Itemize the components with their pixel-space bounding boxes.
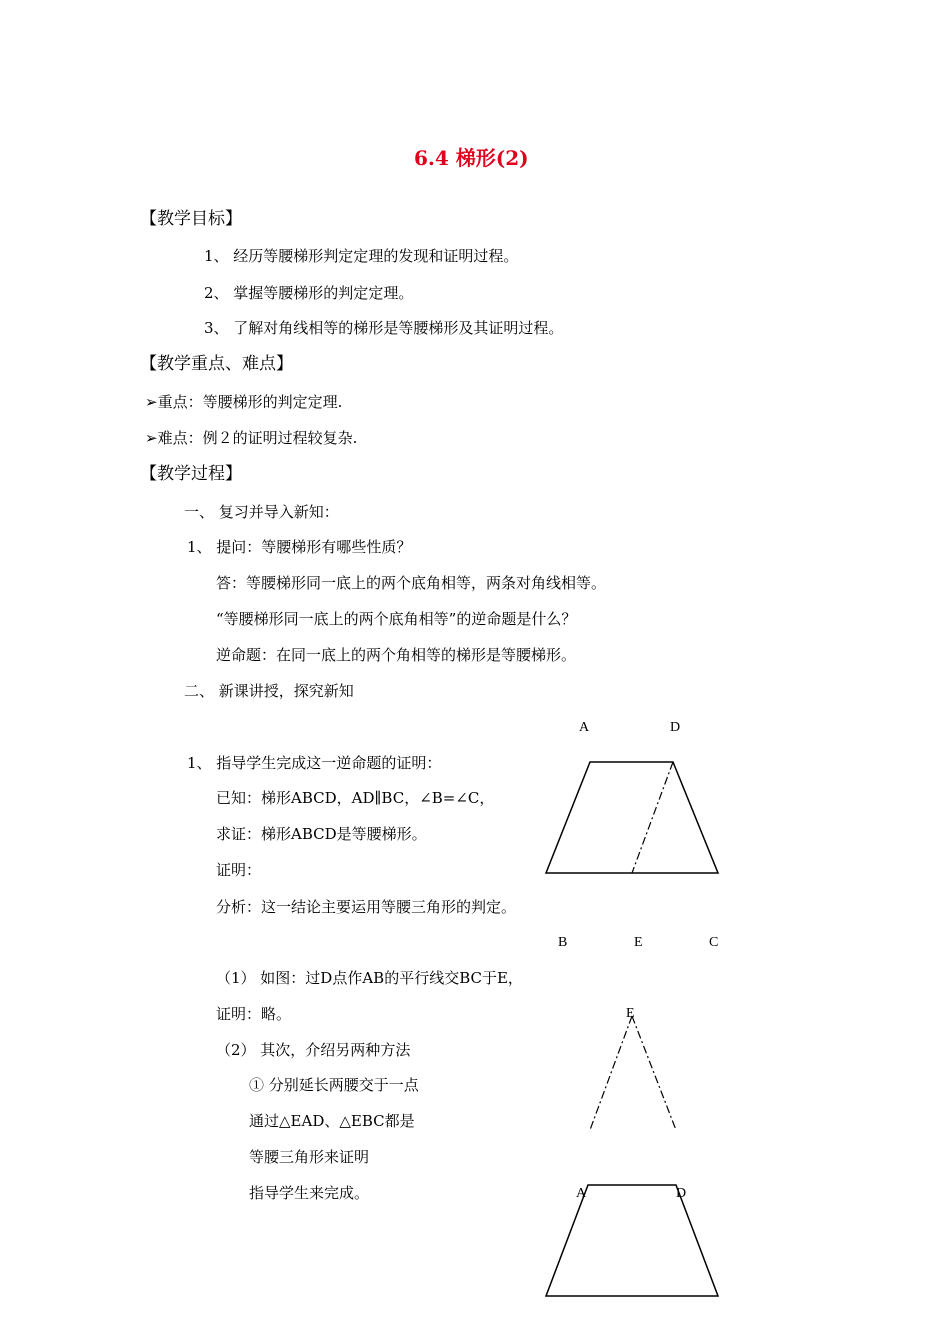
method-1: （1） 如图：过D点作AB的平行线交BC于E， — [216, 969, 523, 987]
question-1: 1、 提问：等腰梯形有哪些性质？ — [187, 538, 412, 556]
label-a: A — [579, 720, 590, 735]
analysis: 分析：这一结论主要运用等腰三角形的判定。 — [216, 898, 517, 916]
process-heading: 【教学过程】 — [140, 464, 242, 484]
key-points-heading: 【教学重点、难点】 — [140, 354, 293, 374]
page-title: 6.4 梯形(2) — [414, 146, 529, 170]
method-2-item: ① 分别延长两腰交于一点 — [249, 1076, 419, 1094]
label-e: E — [626, 1006, 635, 1021]
goal-item: 3、 了解对角线相等的梯形是等腰梯形及其证明过程。 — [204, 319, 564, 337]
goal-item: 1、 经历等腰梯形判定定理的发现和证明过程。 — [204, 247, 519, 265]
label-b: B — [558, 935, 568, 950]
proof-label: 证明： — [216, 861, 262, 879]
label-e: E — [634, 935, 643, 950]
given-statement: 已知：梯形ABCD，AD∥BC，∠B=∠C， — [216, 789, 495, 807]
method-2: （2） 其次，介绍另两种方法 — [216, 1041, 411, 1059]
difficulty-item: ➢难点：例２的证明过程较复杂. — [145, 429, 358, 447]
label-c: C — [709, 935, 719, 950]
method-2-item: 指导学生来完成。 — [249, 1184, 370, 1202]
key-point-item: ➢重点：等腰梯形的判定定理. — [145, 393, 343, 411]
prove-statement: 求证：梯形ABCD是等腰梯形。 — [216, 825, 427, 843]
proof-omitted: 证明：略。 — [216, 1005, 292, 1023]
label-d: D — [670, 720, 681, 735]
task-1: 1、 指导学生完成这一逆命题的证明： — [187, 754, 442, 772]
trapezoid-lower — [546, 1185, 718, 1296]
question-2: “等腰梯形同一底上的两个底角相等”的逆命题是什么？ — [216, 610, 577, 628]
label-a: A — [576, 1186, 587, 1201]
method-2-item: 等腰三角形来证明 — [249, 1148, 370, 1166]
extended-leg-right — [632, 1016, 676, 1130]
extended-leg-left — [590, 1016, 632, 1130]
answer-1: 答：等腰梯形同一底上的两个底角相等，两条对角线相等。 — [216, 574, 607, 592]
method-2-item: 通过△EAD、△EBC都是 — [249, 1112, 415, 1130]
goal-item: 2、 掌握等腰梯形的判定定理。 — [204, 284, 414, 302]
label-d: D — [676, 1186, 687, 1201]
goals-heading: 【教学目标】 — [140, 209, 242, 229]
part2-heading: 二、 新课讲授，探究新知 — [184, 682, 354, 700]
part1-heading: 一、 复习并导入新知： — [184, 503, 339, 521]
answer-2: 逆命题：在同一底上的两个角相等的梯形是等腰梯形。 — [216, 646, 577, 664]
